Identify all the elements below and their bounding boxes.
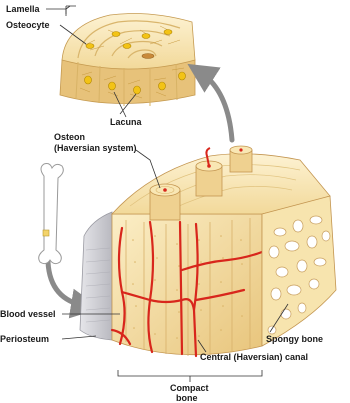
periosteum-layer bbox=[80, 212, 112, 340]
osteon-cylinder bbox=[196, 161, 222, 196]
periosteum-leader bbox=[62, 336, 96, 339]
osteocyte-cell bbox=[159, 82, 166, 90]
osteocyte-label: Osteocyte bbox=[6, 20, 50, 30]
zoom-arrow-lower bbox=[48, 262, 86, 306]
compact-bone-bracket bbox=[118, 370, 262, 382]
osteocyte-cell bbox=[109, 82, 116, 90]
osteon-cylinder bbox=[150, 184, 180, 220]
lacuna-label: Lacuna bbox=[110, 117, 142, 127]
osteocyte-cell bbox=[85, 76, 92, 84]
lamella-label: Lamella bbox=[6, 4, 40, 14]
osteocyte-cell bbox=[142, 34, 150, 39]
spongy-bone-label: Spongy bone bbox=[266, 334, 323, 344]
osteocyte-cell bbox=[134, 86, 141, 94]
osteocyte-cell bbox=[123, 44, 131, 49]
zoom-arrow-upper bbox=[200, 72, 232, 140]
compact-bone-label-line2: bone bbox=[176, 393, 198, 403]
osteocyte-cell bbox=[112, 32, 120, 37]
osteon-label-line1: Osteon bbox=[54, 132, 86, 142]
long-bone-icon bbox=[39, 164, 64, 264]
osteocyte-cell bbox=[86, 44, 94, 49]
central-canal-label: Central (Haversian) canal bbox=[200, 352, 309, 362]
periosteum-label: Periosteum bbox=[0, 334, 50, 344]
bone-wedge-block bbox=[80, 146, 336, 356]
spongy-bone-region bbox=[262, 196, 336, 346]
osteocyte-cell bbox=[179, 72, 186, 80]
osteon-cylinder bbox=[230, 146, 252, 172]
blood-vessel-label: Blood vessel bbox=[0, 309, 56, 319]
osteocyte-cell bbox=[164, 30, 172, 35]
osteon-detail-inset bbox=[60, 14, 195, 106]
compact-bone-label-line1: Compact bbox=[170, 383, 209, 393]
osteon-label-line2: (Haversian system) bbox=[54, 143, 137, 153]
